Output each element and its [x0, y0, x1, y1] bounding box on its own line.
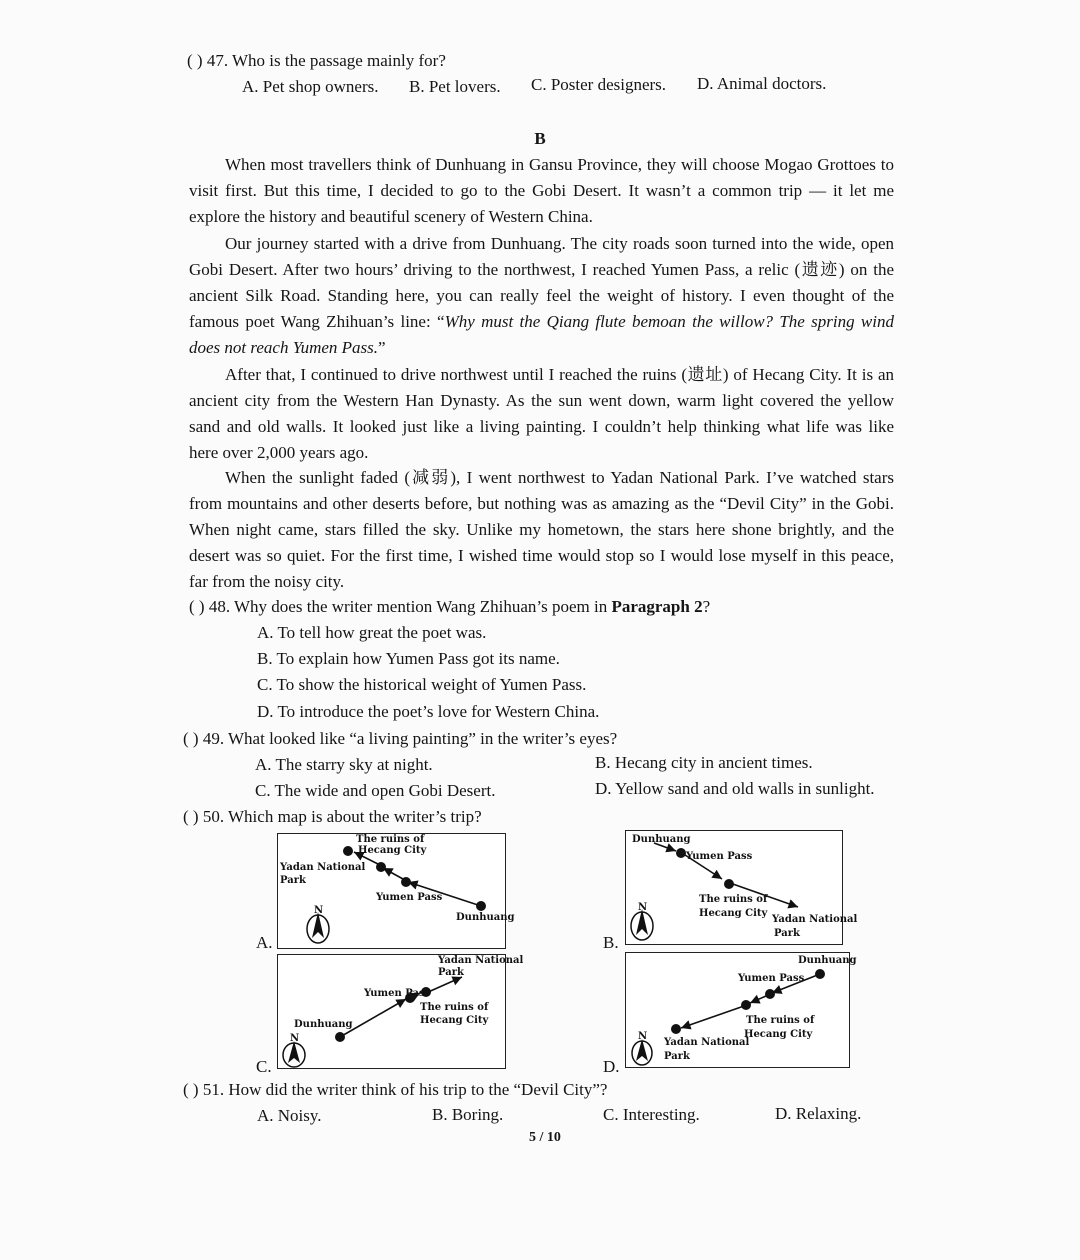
- q48-stem-bold: Paragraph 2: [611, 597, 703, 616]
- north-icon: N: [638, 902, 648, 913]
- map-d-label-yumen: Yumen Pass: [738, 973, 805, 984]
- p1-line: visit first. But this time, I decided to go to the Gobi Desert. It wasn’t a common trip — it let me: [189, 181, 894, 200]
- map-c-label-yadan: Yadan National: [438, 955, 524, 966]
- p4-line: far from the noisy city.: [189, 572, 345, 591]
- map-c: [277, 954, 524, 1069]
- map-c-label-ruins: The ruins of: [420, 1002, 489, 1013]
- p1-line: explore the history and beautiful scenery of Western China.: [189, 207, 593, 226]
- p1-line: When most travellers think of Dunhuang in Gansu Province, they will choose Mogao Grottoes to: [225, 155, 894, 174]
- q47-stem: ( ) 47. Who is the passage mainly for?: [187, 51, 446, 70]
- map-b-label-yadan: Park: [774, 928, 800, 939]
- q47-option-b: B. Pet lovers.: [409, 77, 501, 96]
- map-c-label-dunhuang: Dunhuang: [294, 1019, 353, 1030]
- map-a-label-ruins: The ruins of: [356, 834, 425, 845]
- q48-option-c: C. To show the historical weight of Yumen Pass.: [257, 675, 587, 694]
- p4-line: When night came, stars filled the sky. Unlike my hometown, the stars here shone brightly, and the: [189, 520, 894, 539]
- map-b-label-ruins: Hecang City: [699, 908, 768, 919]
- q51-option-a: A. Noisy.: [257, 1106, 322, 1125]
- north-icon: N: [314, 905, 324, 916]
- q49-option-c: C. The wide and open Gobi Desert.: [255, 781, 496, 800]
- paragraph-2: [189, 231, 894, 361]
- map-c-label-yadan: Park: [438, 967, 464, 978]
- q49-option-d: D. Yellow sand and old walls in sunlight.: [595, 779, 875, 798]
- map-a-letter: A.: [256, 933, 273, 952]
- q47-option-a: A. Pet shop owners.: [242, 77, 379, 96]
- section-title: B: [534, 129, 546, 148]
- p3-line: here over 2,000 years ago.: [189, 443, 369, 462]
- paragraph-1: [189, 152, 894, 230]
- p4-line: desert was so quiet. For the first time, I wished time would stop so I would lose myself in this peace,: [189, 546, 894, 565]
- map-b-letter: B.: [603, 933, 619, 952]
- map-b-label-yumen: Yumen Pass: [686, 851, 753, 862]
- p3-line: ancient city from the Western Han Dynasty. As the sun went down, warm light covered the yellow: [189, 391, 894, 410]
- map-b-label-dunhuang: Dunhuang: [632, 834, 691, 845]
- north-icon: N: [638, 1031, 648, 1042]
- p2-line: [189, 309, 894, 335]
- p3-line: After that, I continued to drive northwest until I reached the ruins (遗址) of Hecang City. It is an: [225, 365, 894, 384]
- q48-option-d: D. To introduce the poet’s love for Western China.: [257, 702, 600, 721]
- poem-intro: famous poet Wang Zhihuan’s line: “: [189, 312, 445, 331]
- map-c-letter: C.: [256, 1057, 272, 1076]
- poem-end: ”: [378, 338, 386, 357]
- map-d-letter: D.: [603, 1057, 620, 1076]
- map-a-label-dunhuang: Dunhuang: [456, 912, 515, 923]
- p3-line: sand and old walls. It looked just like a living painting. I couldn’t help thinking what life was like: [189, 417, 894, 436]
- q51-stem: ( ) 51. How did the writer think of his trip to the “Devil City”?: [183, 1080, 608, 1099]
- map-a-label-yumen: Yumen Pass: [376, 892, 443, 903]
- map-d-label-yadan: Park: [664, 1051, 690, 1062]
- q50-stem: ( ) 50. Which map is about the writer’s trip?: [183, 807, 482, 826]
- q48-stem-text: ( ) 48. Why does the writer mention Wang Zhihuan’s poem in: [189, 597, 612, 616]
- p2-line: ancient Silk Road. Standing here, you can really feel the weight of history. I even thought of the: [189, 286, 894, 305]
- q49-option-b: B. Hecang city in ancient times.: [595, 753, 813, 772]
- q48-option-b: B. To explain how Yumen Pass got its name.: [257, 649, 560, 668]
- map-d-route: [626, 953, 849, 1067]
- q49-option-a: A. The starry sky at night.: [255, 755, 433, 774]
- q47-option-c: C. Poster designers.: [531, 75, 667, 94]
- q48-stem-end: ?: [702, 597, 711, 616]
- p4-line: When the sunlight faded (减弱), I went northwest to Yadan National Park. I’ve watched stars: [225, 468, 894, 487]
- map-c-label-ruins: Hecang City: [420, 1015, 489, 1026]
- map-a-label-ruins: Hecang City: [358, 845, 427, 856]
- map-c-label-yumen: Yumen Pass: [364, 988, 431, 999]
- map-b-label-yadan: Yadan National: [772, 914, 858, 925]
- map-d-label-dunhuang: Dunhuang: [798, 955, 857, 966]
- map-a-label-yadan: Park: [280, 875, 306, 886]
- map-b-route: [626, 831, 842, 944]
- q51-option-c: C. Interesting.: [603, 1105, 700, 1124]
- q49-stem: ( ) 49. What looked like “a living painting” in the writer’s eyes?: [183, 729, 618, 748]
- poem-line-b: does not reach Yumen Pass.: [189, 338, 379, 357]
- map-a-label-yadan: Yadan National: [280, 862, 366, 873]
- map-d-label-yadan: Yadan National: [664, 1037, 750, 1048]
- map-b: [625, 830, 858, 945]
- q48-option-a: A. To tell how great the poet was.: [257, 623, 487, 642]
- north-icon: N: [290, 1033, 300, 1044]
- p2-line: Our journey started with a drive from Dunhuang. The city roads soon turned into the wide, open: [225, 234, 894, 253]
- map-d-label-ruins: The ruins of: [746, 1015, 815, 1026]
- p2-line: Gobi Desert. After two hours’ driving to the northwest, I reached Yumen Pass, a relic (遗迹) on the: [189, 260, 894, 279]
- page-number: 5 / 10: [529, 1130, 561, 1145]
- q48-stem: [189, 596, 710, 618]
- q47-option-d: D. Animal doctors.: [697, 74, 827, 93]
- p2-line: [189, 335, 894, 361]
- paragraph-4: [189, 465, 894, 595]
- poem-line-a: Why must the Qiang flute bemoan the willow? The spring wind: [444, 312, 894, 331]
- q51-option-d: D. Relaxing.: [775, 1104, 862, 1123]
- map-b-label-ruins: The ruins of: [699, 894, 768, 905]
- map-d-label-ruins: Hecang City: [744, 1029, 813, 1040]
- q51-option-b: B. Boring.: [432, 1105, 504, 1124]
- paragraph-3: [189, 362, 894, 466]
- map-d: [625, 952, 857, 1068]
- map-a: [277, 833, 515, 949]
- p4-line: from mountains and other deserts before, but nothing was as amazing as the “Devil City” in the Gobi.: [189, 494, 894, 513]
